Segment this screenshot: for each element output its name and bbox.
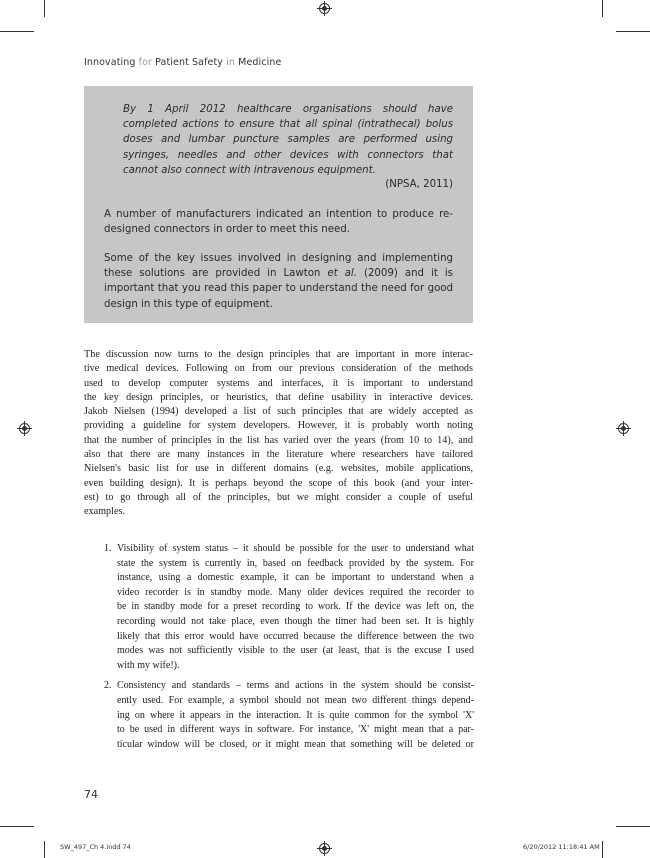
list-line: video recorder is in standby mode. Many older devices required the recorder to [117,586,474,598]
header-part: Innovating [84,57,136,68]
list-line: ing on where it appears in the interaction. It is quite common for the symbol 'X' [117,709,474,721]
body-line: examples. [84,506,126,518]
body-line: The discussion now turns to the design principles that are important in more interac- [84,349,473,360]
body-line: Nielsen's basic list for use in different domains (e.g. websites, mobile applications, [84,463,473,475]
list-line: ently used. For example, a symbol should not mean two different things depend- [117,694,474,706]
list-item [104,542,474,673]
list-number: 1. [104,543,112,554]
crop-mark [616,826,650,827]
body-line: providing a guideline for system developers. However, it is probably worth noting [84,420,473,432]
crop-mark [44,841,45,858]
body-line: est) to go through all of the principles, but we might consider a couple of useful [84,491,473,503]
registration-mark-icon [319,3,330,14]
body-paragraph [84,348,473,520]
crop-mark [602,0,603,17]
list-line: state the system is currently in, based on feedback provided by the system. For [117,557,474,569]
list-line: to be used in different ways in software. For instance, 'X' might mean that a par- [117,724,474,736]
crop-mark [0,826,34,827]
list-line: Visibility of system status – it should be possible for the user to understand what [117,543,474,554]
numbered-list [104,542,474,752]
body-line: Jakob Nielsen (1994) developed a list of such principles that are widely accepted as [84,406,473,418]
list-line: recording would not take place, even though the timer had been set. It is highly [117,615,474,627]
header-connector: for [138,57,153,68]
crop-mark [616,31,650,32]
registration-mark-icon [618,423,629,434]
header-part: Patient Safety [155,57,224,68]
callout-quote: By 1 April 2012 healthcare organisations should have completed actions to ensure that all spinal (intrathecal) bolus doses and lumbar puncture samples are performed using syringes, needles and other devices with connectors that cannot also connect with intravenous equipment. [123,104,453,176]
header-part: Medicine [238,57,282,68]
callout-emphasis: et al. [327,268,357,280]
crop-mark [602,841,603,858]
body-line: that the number of principles in the list has varied over the years (from 10 to 14), and [84,434,473,446]
running-header [84,57,281,68]
list-line: ticular window will be closed, or it might mean that something will be deleted or [117,738,474,750]
body-line: used to develop computer systems and interfaces, it is important to understand [84,377,473,389]
page-number: 74 [84,788,98,801]
registration-mark-icon [19,423,30,434]
list-line: likely that this error would have occurred because the difference between the two [117,630,474,642]
callout-text: Some of the key issues involved in designing and implementing these solutions are provided in Lawton [104,253,453,280]
callout-citation: (NPSA, 2011) [385,179,453,190]
body-line: tive medical devices. Following on from our previous consideration of the methods [84,363,473,375]
list-line: with my wife!). [117,659,180,671]
list-line: modes was not sufficiently visible to the user (at least, that is the excuse I used [117,645,474,657]
list-line: Consistency and standards – terms and actions in the system should be consist- [117,680,474,692]
header-connector: in [226,57,236,68]
list-line: be in standby mode for a preset recording to work. If the device was left on, the [117,601,474,613]
callout-paragraph [104,251,453,312]
slug-timestamp: 6/20/2012 11:18:41 AM [523,843,600,851]
body-line: even building design). It is perhaps beyond the scope of this book (and your inter- [84,477,473,489]
crop-mark [0,31,34,32]
slug-filename: SW_497_Ch 4.indd 74 [60,843,131,851]
body-line: the key design principles, or heuristics, that define usability in interactive devices. [84,391,473,403]
body-line: also that there are many instances in the literature where researchers have tailored [84,449,473,461]
crop-mark [44,0,45,17]
callout-paragraph: A number of manufacturers indicated an intention to produce re-designed connectors in order to meet this need. [104,209,453,236]
registration-mark-icon [319,843,330,854]
list-item [104,679,474,752]
callout-text: (2009) and it is important that you read this paper to understand the need for good design in this type of equipment. [104,268,453,310]
list-number: 2. [104,680,112,692]
list-line: instance, using a domestic example, it can be important to understand when a [117,572,474,584]
